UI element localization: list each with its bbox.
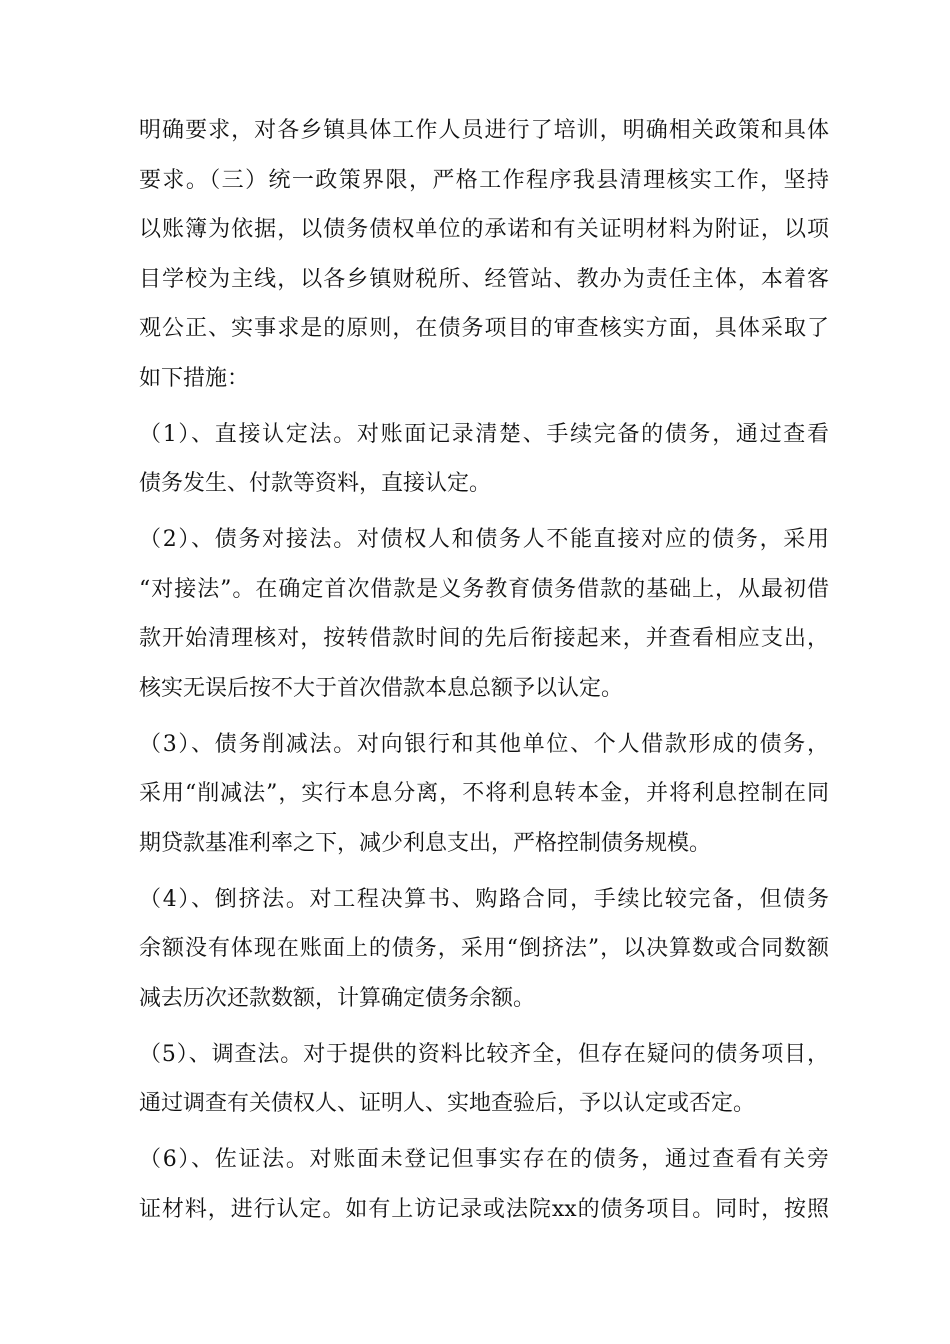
text-line: （5）、调查法。对于提供的资料比较齐全，但存在疑问的债务项目，	[139, 1041, 829, 1067]
text-line: 明确要求，对各乡镇具体工作人员进行了培训，明确相关政策和具体	[139, 118, 829, 143]
document-body	[139, 106, 829, 1241]
text-line: 债务发生、付款等资料，直接认定。	[139, 471, 492, 496]
text-line: 要求。（三）统一政策界限，严格工作程序我县清理核实工作，坚持	[139, 167, 829, 193]
paragraph-method-2	[139, 515, 829, 713]
text-line: （1）、直接认定法。对账面记录清楚、手续完备的债务，通过查看	[139, 421, 829, 447]
text-line: （4）、倒挤法。对工程决算书、购路合同，手续比较完备，但债务	[139, 886, 829, 912]
text-line: （2）、债务对接法。对债权人和债务人不能直接对应的债务，采用	[139, 527, 829, 552]
text-line: （3）、债务削减法。对向银行和其他单位、个人借款形成的债务，	[139, 731, 829, 757]
paragraph-method-1	[139, 410, 829, 509]
text-line: 观公正、实事求是的原则，在债务项目的审查核实方面，具体采取了	[139, 316, 829, 341]
text-line: 核实无误后按不大于首次借款本息总额予以认定。	[139, 675, 624, 701]
text-line: 如下措施：	[139, 365, 250, 391]
text-line: 款开始清理核对，按转借款时间的先后衔接起来，并查看相应支出，	[139, 626, 829, 651]
text-line: “对接法”。在确定首次借款是义务教育债务借款的基础上，从最初借	[139, 576, 829, 602]
text-line: 证材料，进行认定。如有上访记录或法院xx的债务项目。同时，按照	[139, 1196, 829, 1222]
text-line: 余额没有体现在账面上的债务，采用“倒挤法”，以决算数或合同数额	[139, 936, 829, 961]
paragraph-method-3	[139, 720, 829, 869]
text-line: 减去历次还款数额，计算确定债务余额。	[139, 985, 536, 1011]
text-line: 采用“削减法”，实行本息分离，不将利息转本金，并将利息控制在同	[139, 781, 829, 806]
text-line: 通过调查有关债权人、证明人、实地查验后，予以认定或否定。	[139, 1091, 756, 1116]
text-line: 以账簿为依据，以债务债权单位的承诺和有关证明材料为附证，以项	[139, 217, 829, 242]
paragraph-method-6	[139, 1135, 829, 1234]
paragraph-method-4	[139, 875, 829, 1024]
paragraph-intro	[139, 106, 829, 403]
text-line: （6）、佐证法。对账面未登记但事实存在的债务，通过查看有关旁	[139, 1147, 829, 1172]
paragraph-method-5	[139, 1030, 829, 1129]
text-line: 期贷款基准利率之下，减少利息支出，严格控制债务规模。	[139, 830, 712, 856]
text-line: 目学校为主线，以各乡镇财税所、经管站、教办为责任主体，本着客	[139, 266, 829, 292]
